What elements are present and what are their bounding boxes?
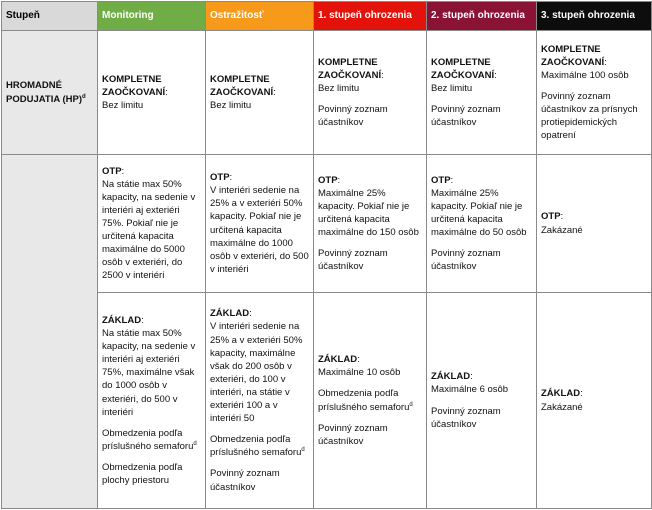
zaklad-colon: : <box>141 314 144 326</box>
otp-ohrozenie2-extra: Povinný zoznam účastníkov <box>431 248 501 273</box>
cell-otp-monitoring <box>98 155 206 293</box>
zaklad-colon: : <box>470 371 473 383</box>
row-label-empty <box>2 155 98 509</box>
otp-label: OTP <box>431 174 451 186</box>
otp-label: OTP <box>210 172 230 184</box>
zaklad-ohrozenie3-value: Zakázané <box>541 401 583 413</box>
kz-colon: : <box>604 56 607 68</box>
zaklad-ostrazitost-extra1: Obmedzenia podľa príslušného semaforu <box>210 434 302 459</box>
zaklad-monitoring-value: Na státie max 50% kapacity, na sedenie v interiéri aj exteriéri 75%, maximálne však do 1000 osôb v exteriéri, do 500 v interiéri <box>102 327 196 418</box>
kz-colon: : <box>494 69 497 81</box>
otp-ohrozenie2-value: Maximálne 25% kapacity. Pokiaľ nie je určitená kapacita maximálne do 50 osôb <box>431 187 527 239</box>
cell-otp-ohrozenie-1 <box>314 155 427 293</box>
row-kompletne-zaockovani <box>2 31 652 155</box>
otp-monitoring-value: Na státie max 50% kapacity, na sedenie v interiéri aj exteriéri 75%. Pokiaľ nie je určitená kapacita maximálne do 5000 osôb v exteriéri, do 2500 v interiéri <box>102 178 196 282</box>
cell-zaklad-ohrozenie-3 <box>537 293 652 509</box>
kz-label: KOMPLETNE ZAOČKOVANÍ <box>431 56 495 81</box>
kz-ohrozenie1-extra: Povinný zoznam účastníkov <box>318 104 388 129</box>
cell-otp-ohrozenie-3 <box>537 155 652 293</box>
cell-kz-ohrozenie-2 <box>427 31 537 155</box>
cell-zaklad-ohrozenie-2 <box>427 293 537 509</box>
zaklad-ohrozenie1-extra2: Povinný zoznam účastníkov <box>318 422 388 447</box>
header-ohrozenie-1: 1. stupeň ohrozenia <box>314 2 427 31</box>
row-otp <box>2 155 652 293</box>
zaklad-colon: : <box>357 354 360 366</box>
zaklad-label: ZÁKLAD <box>431 371 471 383</box>
header-stupen: Stupeň <box>2 2 98 31</box>
otp-label: OTP <box>318 174 338 186</box>
otp-label: OTP <box>102 165 122 177</box>
zaklad-monitoring-extra1: Obmedzenia podľa príslušného semaforu <box>102 427 194 452</box>
zaklad-label: ZÁKLAD <box>102 314 142 326</box>
kz-label: KOMPLETNE ZAOČKOVANÍ <box>102 73 166 98</box>
cell-zaklad-monitoring <box>98 293 206 509</box>
cell-zaklad-ohrozenie-1 <box>314 293 427 509</box>
cell-kz-ostrazitost <box>206 31 314 155</box>
zaklad-label: ZÁKLAD <box>541 388 581 400</box>
zaklad-ostrazitost-value: V interiéri sedenie na 25% a v exteriéri 50% kapacity, maximálne však do 200 osôb v exteriéri, do 100 v interiéri, na státie v exteriéri 100 a v interiéri 50 <box>210 321 303 425</box>
header-row <box>2 2 652 31</box>
kz-ohrozenie2-value: Bez limitu <box>431 82 473 94</box>
row-zaklad <box>2 293 652 509</box>
zaklad-ohrozenie2-extra: Povinný zoznam účastníkov <box>431 405 501 430</box>
otp-colon: : <box>337 174 341 186</box>
kz-monitoring-value: Bez limitu <box>102 100 144 112</box>
kz-ohrozenie3-extra: Povinný zoznam účastníkov za prísnych protiepidemických opatrení <box>541 90 638 142</box>
row-label-hromadne-podujatia <box>2 31 98 155</box>
kz-ostrazitost-value: Bez limitu <box>210 100 252 112</box>
header-ostrazitost: Ostražitosť <box>206 2 314 31</box>
kz-ohrozenie3-value: Maximálne 100 osôb <box>541 69 629 81</box>
zaklad-ohrozenie1-extra1: Obmedzenia podľa príslušného semaforu <box>318 388 410 413</box>
zaklad-label: ZÁKLAD <box>210 308 250 320</box>
zaklad-colon: : <box>249 308 252 320</box>
otp-ohrozenie1-extra: Povinný zoznam účastníkov <box>318 248 388 273</box>
header-ohrozenie-3: 3. stupeň ohrozenia <box>537 2 652 31</box>
cell-kz-ohrozenie-3 <box>537 31 652 155</box>
zaklad-colon: : <box>580 388 583 400</box>
otp-colon: : <box>450 174 454 186</box>
row-label-text: HROMADNÉ PODUJATIA (HP) <box>6 80 82 105</box>
otp-ohrozenie1-value: Maximálne 25% kapacity. Pokiaľ nie je určitená kapacita maximálne do 150 osôb <box>318 187 419 239</box>
otp-ostrazitost-value: V interiéri sedenie na 25% a v exteriéri 50% kapacity. Pokiaľ nie je určitená kapacita maximálne do 1000 osôb v exteriéri, do 500 v interiéri <box>210 185 309 275</box>
cell-kz-ohrozenie-1 <box>314 31 427 155</box>
otp-colon: : <box>121 165 125 177</box>
kz-label: KOMPLETNE ZAOČKOVANÍ <box>541 43 605 68</box>
kz-label: KOMPLETNE ZAOČKOVANÍ <box>318 56 382 81</box>
zaklad-ohrozenie2-value: Maximálne 6 osôb <box>431 384 509 396</box>
zaklad-ostrazitost-extra2: Povinný zoznam účastníkov <box>210 468 280 493</box>
zaklad-ohrozenie1-extra1-sup: d <box>409 401 413 408</box>
kz-ohrozenie1-value: Bez limitu <box>318 82 360 94</box>
restrictions-table <box>1 1 652 509</box>
header-monitoring: Monitoring <box>98 2 206 31</box>
otp-ohrozenie3-value: Zakázané <box>541 224 583 236</box>
cell-zaklad-ostrazitost <box>206 293 314 509</box>
zaklad-monitoring-extra1-sup: d <box>193 440 197 447</box>
otp-colon: : <box>229 172 233 184</box>
cell-otp-ohrozenie-2 <box>427 155 537 293</box>
kz-ohrozenie2-extra: Povinný zoznam účastníkov <box>431 104 501 129</box>
zaklad-monitoring-extra2: Obmedzenia podľa plochy priestoru <box>102 461 183 487</box>
row-label-sup: d <box>82 93 86 100</box>
cell-otp-ostrazitost <box>206 155 314 293</box>
zaklad-ostrazitost-extra1-sup: d <box>301 447 305 454</box>
kz-colon: : <box>381 69 384 81</box>
header-ohrozenie-2: 2. stupeň ohrozenia <box>427 2 537 31</box>
zaklad-label: ZÁKLAD <box>318 354 358 366</box>
cell-kz-monitoring <box>98 31 206 155</box>
kz-colon: : <box>273 86 276 98</box>
kz-colon: : <box>165 86 168 98</box>
otp-colon: : <box>560 211 564 223</box>
kz-label: KOMPLETNE ZAOČKOVANÍ <box>210 73 274 98</box>
otp-label: OTP <box>541 211 561 223</box>
zaklad-ohrozenie1-value: Maximálne 10 osôb <box>318 367 401 379</box>
